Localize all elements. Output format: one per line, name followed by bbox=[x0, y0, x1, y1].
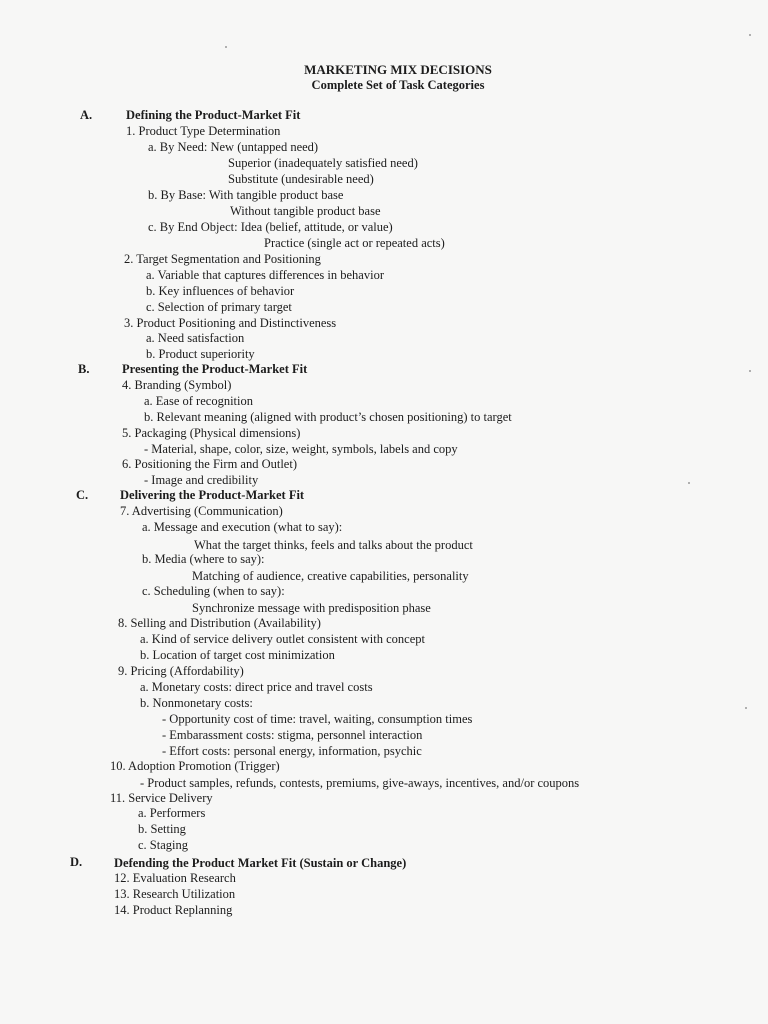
outline-item: a. By Need: New (untapped need) bbox=[148, 140, 319, 154]
outline-item: Superior (inadequately satisfied need) bbox=[228, 156, 418, 170]
outline-item: c. Scheduling (when to say): bbox=[142, 584, 285, 598]
outline-item: 14. Product Replanning bbox=[114, 903, 233, 917]
scan-speck bbox=[749, 34, 751, 36]
outline-item: a. Monetary costs: direct price and travel costs bbox=[140, 680, 373, 694]
outline-item: c. Staging bbox=[138, 838, 188, 852]
section-c-title: Delivering the Product-Market Fit bbox=[120, 488, 305, 502]
outline-item: What the target thinks, feels and talks about the product bbox=[194, 538, 473, 552]
outline-item: Practice (single act or repeated acts) bbox=[264, 236, 445, 250]
scan-speck bbox=[749, 370, 751, 372]
outline-item: a. Variable that captures differences in behavior bbox=[146, 268, 384, 282]
outline-item: Substitute (undesirable need) bbox=[228, 172, 374, 186]
outline-item: c. Selection of primary target bbox=[146, 300, 292, 314]
outline-item: - Material, shape, color, size, weight, symbols, labels and copy bbox=[144, 442, 458, 456]
outline-item: b. By Base: With tangible product base bbox=[148, 188, 344, 202]
outline-item: b. Relevant meaning (aligned with product’s chosen positioning) to target bbox=[144, 410, 512, 424]
outline-item: 11. Service Delivery bbox=[110, 791, 213, 805]
document-title: MARKETING MIX DECISIONS bbox=[304, 62, 492, 77]
section-d-title: Defending the Product Market Fit (Sustain or Change) bbox=[114, 856, 407, 870]
section-a-letter: A. bbox=[80, 108, 93, 122]
outline-item: - Product samples, refunds, contests, premiums, give-aways, incentives, and/or coupons bbox=[140, 776, 580, 790]
outline-item: Matching of audience, creative capabilities, personality bbox=[192, 569, 469, 583]
outline-item: 4. Branding (Symbol) bbox=[122, 378, 232, 392]
outline-item: b. Product superiority bbox=[146, 347, 255, 361]
outline-item: b. Key influences of behavior bbox=[146, 284, 295, 298]
outline-item: - Effort costs: personal energy, information, psychic bbox=[162, 744, 422, 758]
outline-item: a. Ease of recognition bbox=[144, 394, 253, 408]
section-c-letter: C. bbox=[76, 488, 89, 502]
outline-item: b. Nonmonetary costs: bbox=[140, 696, 253, 710]
outline-item: Without tangible product base bbox=[230, 204, 381, 218]
section-b-letter: B. bbox=[78, 362, 90, 376]
scan-speck bbox=[225, 46, 227, 48]
section-b-title: Presenting the Product-Market Fit bbox=[122, 362, 308, 376]
outline-item: a. Need satisfaction bbox=[146, 331, 245, 345]
outline-item: - Image and credibility bbox=[144, 473, 259, 487]
outline-item: 3. Product Positioning and Distinctiveness bbox=[124, 316, 337, 330]
section-a-title: Defining the Product-Market Fit bbox=[126, 108, 301, 122]
outline-item: a. Message and execution (what to say): bbox=[142, 520, 343, 534]
document-subtitle: Complete Set of Task Categories bbox=[311, 78, 485, 92]
outline-item: b. Setting bbox=[138, 822, 186, 836]
outline-item: b. Location of target cost minimization bbox=[140, 648, 335, 662]
scan-speck bbox=[688, 482, 690, 484]
outline-item: 2. Target Segmentation and Positioning bbox=[124, 252, 321, 266]
scan-speck bbox=[745, 707, 747, 709]
outline-item: 9. Pricing (Affordability) bbox=[118, 664, 244, 678]
outline-item: 13. Research Utilization bbox=[114, 887, 236, 901]
outline-item: Synchronize message with predisposition phase bbox=[192, 601, 431, 615]
outline-item: 7. Advertising (Communication) bbox=[120, 504, 283, 518]
outline-item: c. By End Object: Idea (belief, attitude, or value) bbox=[148, 220, 393, 234]
outline-item: - Opportunity cost of time: travel, waiting, consumption times bbox=[162, 712, 473, 726]
outline-item: b. Media (where to say): bbox=[142, 552, 265, 566]
outline-item: 1. Product Type Determination bbox=[126, 124, 281, 138]
outline-item: a. Kind of service delivery outlet consistent with concept bbox=[140, 632, 425, 646]
outline-item: 8. Selling and Distribution (Availability) bbox=[118, 616, 321, 630]
outline-item: 12. Evaluation Research bbox=[114, 871, 236, 885]
outline-item: 10. Adoption Promotion (Trigger) bbox=[110, 759, 280, 773]
outline-item: a. Performers bbox=[138, 806, 206, 820]
outline-item: - Embarassment costs: stigma, personnel interaction bbox=[162, 728, 423, 742]
outline-item: 6. Positioning the Firm and Outlet) bbox=[122, 457, 297, 471]
section-d-letter: D. bbox=[70, 855, 83, 869]
outline-item: 5. Packaging (Physical dimensions) bbox=[122, 426, 301, 440]
